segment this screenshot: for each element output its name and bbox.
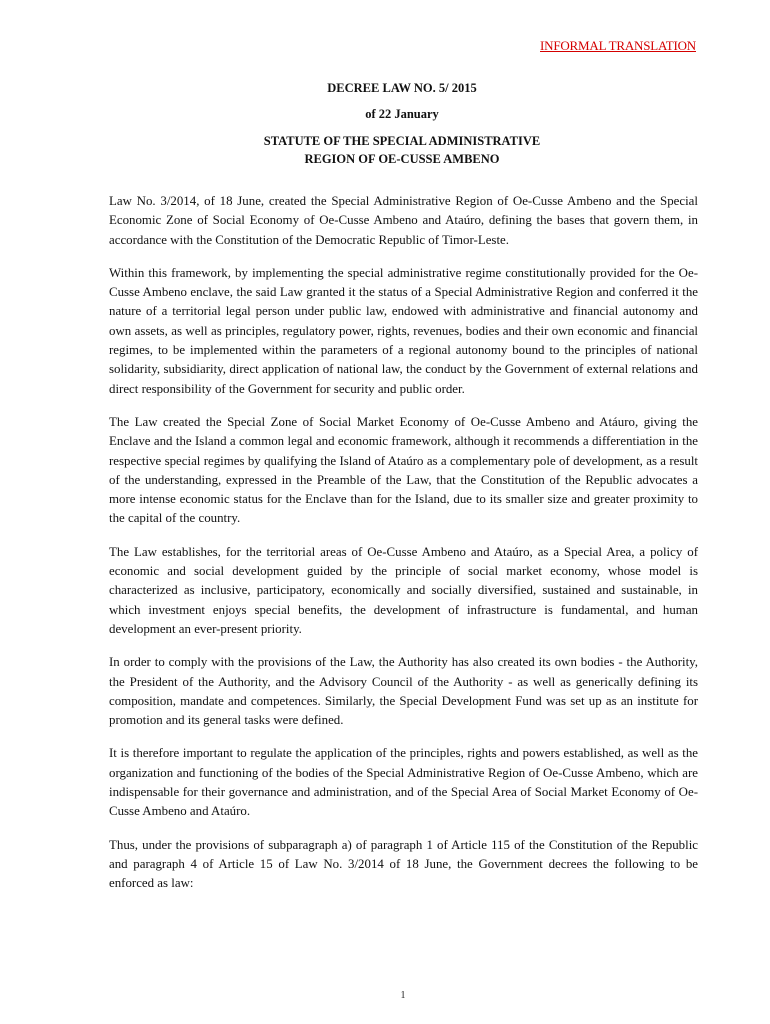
paragraph-3: The Law created the Special Zone of Social Market Economy of Oe-Cusse Ambeno and Atáuro, giving the Enclave and the Island a common legal and economic framework, although it recommends a differentiation in the respective special regimes by qualifying the Island of Ataúro as a complementary pole of development, as a result of the understanding, expressed in the Preamble of the Law, that the Constitution of the Republic advocates a more intense economic status for the Enclave than for the Island, due to its smaller size and greater proximity to the capital of the country. — [109, 414, 698, 526]
decree-date: of 22 January — [365, 106, 439, 121]
paragraph-6: It is therefore important to regulate the application of the principles, rights and powers established, as well as the organization and functioning of the bodies of the Special Administrative Region of Oe-Cusse Ambeno, which are indispensable for their governance and administration, and of the Special Area of Social Market Economy of Oe-Cusse Ambeno and Ataúro. — [109, 746, 698, 819]
document-header — [100, 82, 704, 168]
informal-translation-label: INFORMAL TRANSLATION — [540, 38, 696, 53]
page-number: 1 — [400, 990, 406, 1001]
paragraph-5: In order to comply with the provisions of the Law, the Authority has also created its own bodies - the Authority, the President of the Authority, and the Advisory Council of the Authority - as well as generically defining its composition, mandate and competences. Similarly, the Special Development Fund was set up as an institute for promotion and its general tasks were defined. — [109, 655, 698, 728]
paragraph-7: Thus, under the provisions of subparagraph a) of paragraph 1 of Article 115 of the Constitution of the Republic and paragraph 4 of Article 15 of Law No. 3/2014 of 18 June, the Government decrees the following to be enforced as law: — [109, 837, 698, 891]
paragraph-1: Law No. 3/2014, of 18 June, created the Special Administrative Region of Oe-Cusse Ambeno and the Special Economic Zone of Social Economy of Oe-Cusse Ambeno and Ataúro, defining the bases that govern them, in accordance with the Constitution of the Democratic Republic of Timor-Leste. — [109, 194, 698, 247]
document-body — [109, 192, 698, 908]
document-title — [100, 132, 704, 168]
document-title-line-1: STATUTE OF THE SPECIAL ADMINISTRATIVE — [263, 134, 541, 148]
paragraph-4: The Law establishes, for the territorial areas of Oe-Cusse Ambeno and Ataúro, as a Special Area, a policy of economic and social development guided by the principle of social market economy, whose model is characterized as inclusive, participatory, economically and socially diversified, sustained and sustainable, in which investment enjoys special benefits, the development of infrastructure is fundamental, and human development an ever-present priority. — [109, 544, 698, 636]
decree-number: DECREE LAW NO. 5/ 2015 — [327, 81, 477, 95]
document-title-line-2: REGION OF OE-CUSSE AMBENO — [304, 152, 500, 166]
paragraph-2: Within this framework, by implementing the special administrative regime constitutionally provided for the Oe-Cusse Ambeno enclave, the said Law granted it the status of a Special Administrative Region and conferred it the nature of a territorial legal person under public law, endowed with administrative and financial autonomy and own assets, as well as principles, regulatory power, rights, revenues, bodies and their own economic and financial regimes, to be implemented within the parameters of a regional autonomy bound to the principles of national solidarity, subsidiarity, direct application of national law, the conduct by the Government of external relations and direct responsibility of the Government for security and public order. — [109, 265, 698, 396]
